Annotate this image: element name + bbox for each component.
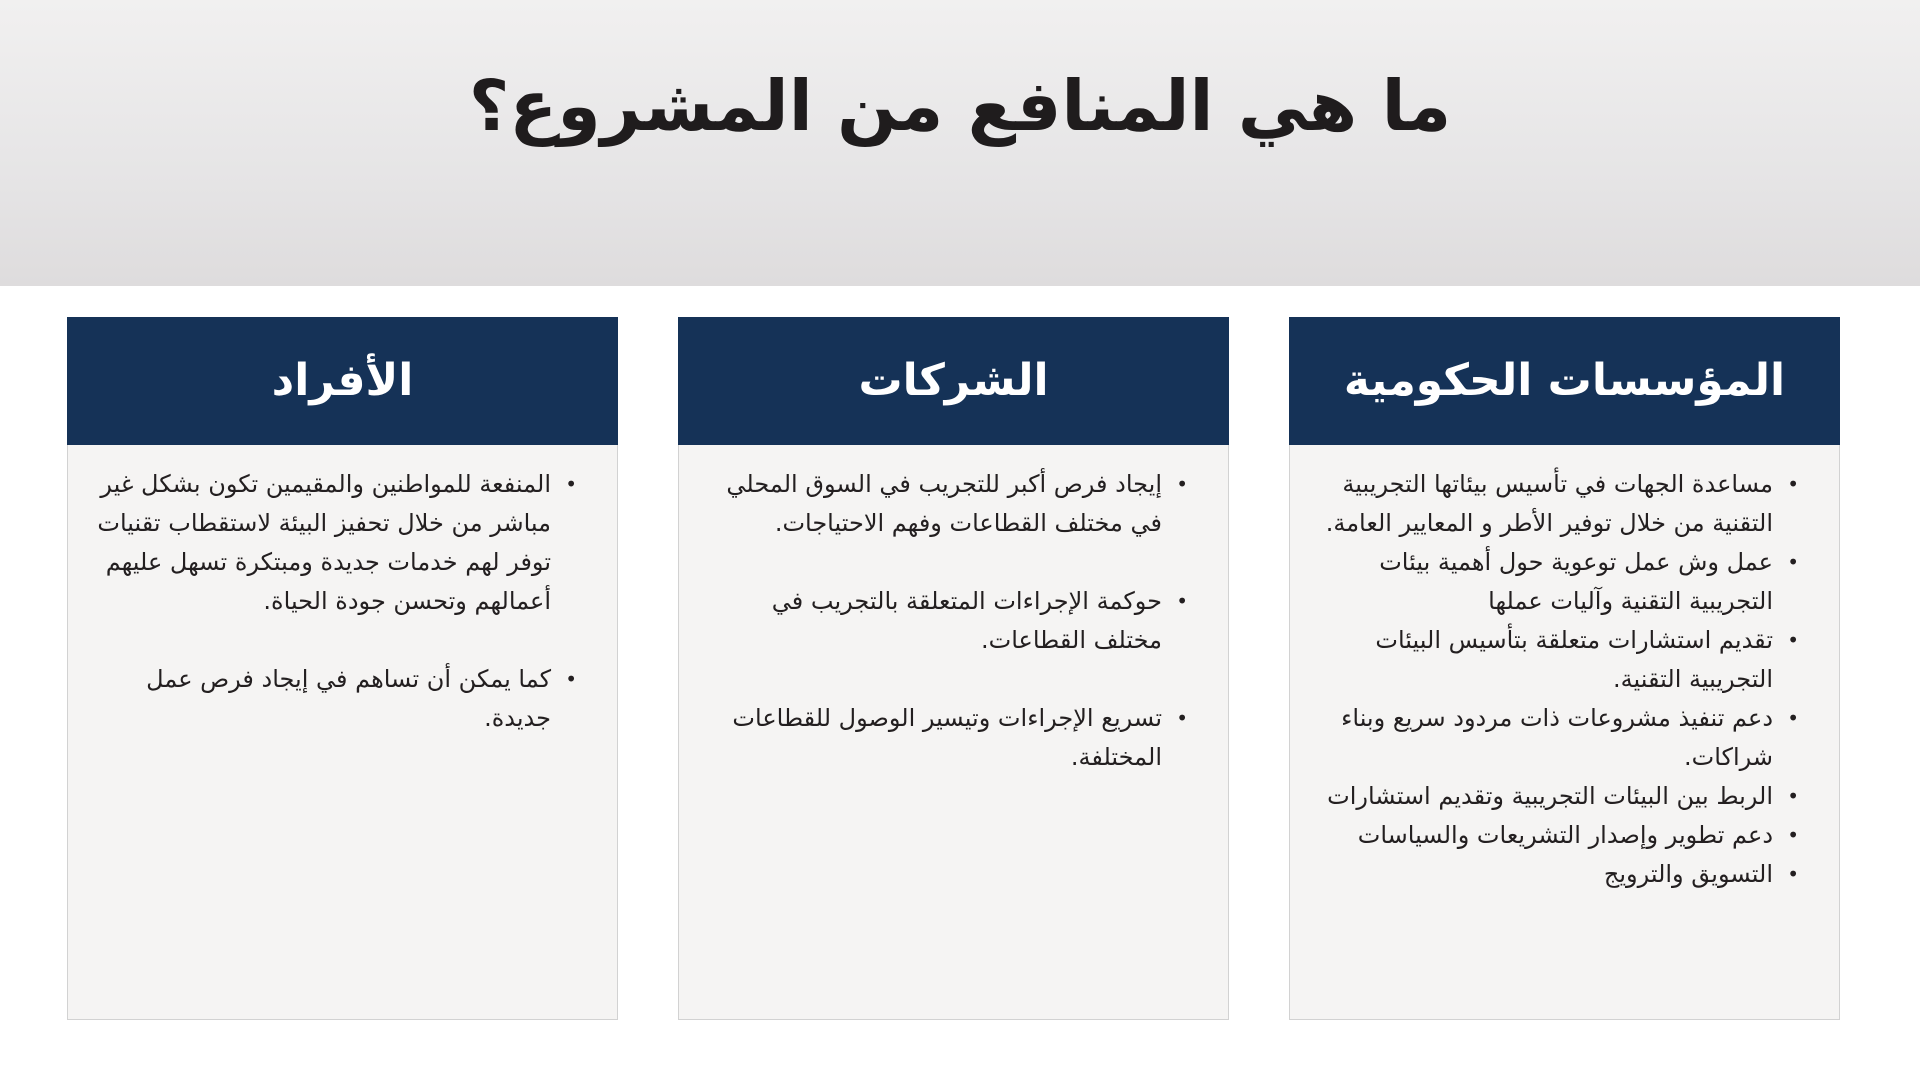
- list-item: • مساعدة الجهات في تأسيس بيئاتها التجريبية التقنية من خلال توفير الأطر و المعايير العامة.: [1312, 465, 1811, 543]
- list-item: • إيجاد فرص أكبر للتجريب في السوق المحلي في مختلف القطاعات وفهم الاحتياجات.: [701, 465, 1200, 543]
- benefit-list: [1312, 465, 1811, 894]
- list-item: • التسويق والترويج: [1312, 855, 1811, 894]
- list-item: • المنفعة للمواطنين والمقيمين تكون بشكل غير مباشر من خلال تحفيز البيئة لاستقطاب تقنيات توفر لهم خدمات جديدة ومبتكرة تسهل عليهم أعمالهم وتحسن جودة الحياة.: [90, 465, 589, 621]
- card-header: [67, 317, 618, 445]
- list-item: • عمل وش عمل توعوية حول أهمية بيئات التجريبية التقنية وآليات عملها: [1312, 543, 1811, 621]
- list-item: • حوكمة الإجراءات المتعلقة بالتجريب في مختلف القطاعات.: [701, 582, 1200, 660]
- card-title: المؤسسات الحكومية: [1343, 355, 1786, 406]
- card-title: الأفراد: [271, 355, 414, 406]
- benefit-list: [90, 465, 589, 738]
- list-item: • الربط بين البيئات التجريبية وتقديم استشارات: [1312, 777, 1811, 816]
- list-item: • دعم تطوير وإصدار التشريعات والسياسات: [1312, 816, 1811, 855]
- card-government: [1289, 317, 1840, 1020]
- list-item: • تسريع الإجراءات وتيسير الوصول للقطاعات المختلفة.: [701, 699, 1200, 777]
- card-companies: [678, 317, 1229, 1020]
- list-item: • تقديم استشارات متعلقة بتأسيس البيئات التجريبية التقنية.: [1312, 621, 1811, 699]
- benefit-list: [701, 465, 1200, 777]
- list-item: • كما يمكن أن تساهم في إيجاد فرص عمل جديدة.: [90, 660, 589, 738]
- card-individuals: [67, 317, 618, 1020]
- list-item: • دعم تنفيذ مشروعات ذات مردود سريع وبناء شراكات.: [1312, 699, 1811, 777]
- card-title: الشركات: [858, 355, 1049, 406]
- page-title: ما هي المنافع من المشروع؟: [468, 65, 1452, 147]
- card-header: [1289, 317, 1840, 445]
- card-header: [678, 317, 1229, 445]
